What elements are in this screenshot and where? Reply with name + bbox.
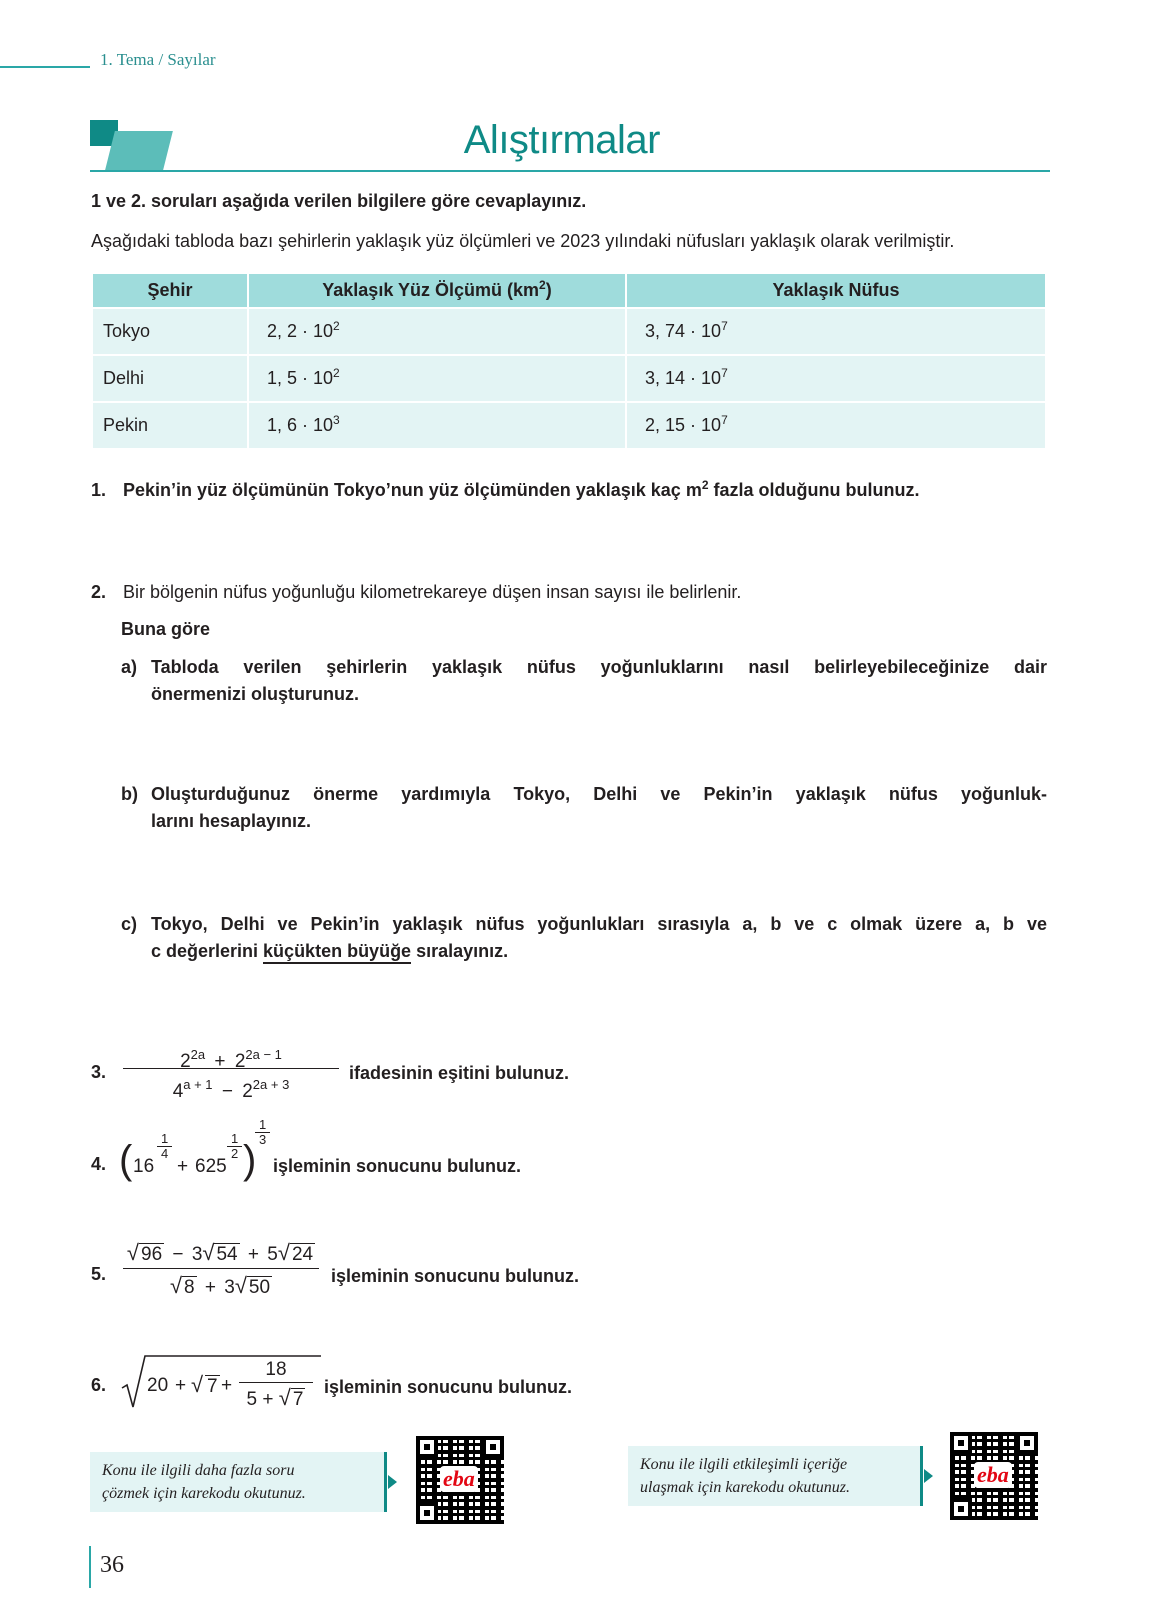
sub-c-label: c) (121, 914, 138, 934)
header-rule (0, 66, 90, 68)
fraction-denominator: $4^{a + 1} - 2^{2a + 3}$ (172, 1077, 290, 1102)
page-title: Alıştırmalar (463, 118, 660, 162)
exponent-fraction: $\frac{1}{2}$ (227, 1132, 242, 1161)
question-2-text: Bir bölgenin nüfus yoğunluğu kilometrekareye düşen insan sayısı ile belirlenir. (123, 582, 742, 602)
question-number: 5. (91, 1264, 107, 1284)
column-header-city: Şehir (93, 274, 247, 307)
sub-a-line2: önermenizi oluşturunuz. (151, 684, 360, 704)
sub-b-label: b) (121, 784, 138, 804)
question-5-text: işleminin sonucunu bulunuz. (331, 1266, 579, 1286)
inner-fraction: 18 5 + √ 7 (239, 1358, 313, 1411)
question-4: 4. ( 16 $\frac{1}{4}$ + 625 $\frac{1}{2}$ ) $\frac{1}{3}$ işleminin sonucunu bulunuz. (91, 1117, 521, 1182)
radical-fraction (123, 1236, 319, 1301)
radicand: 20 + √ 7 + 18 5 + √ 7 (147, 1358, 317, 1414)
question-number: 3. (91, 1062, 107, 1082)
cell-city: Tokyo (93, 309, 247, 354)
qr-info-box-left (90, 1452, 384, 1512)
sub-a-line1: Tabloda verilen şehirlerin yaklaşık nüfus yoğunluklarını nasıl belirleyebileceğinize dair (151, 657, 1047, 677)
question-number: 2. (91, 582, 107, 602)
column-header-area: Yaklaşık Yüz Ölçümü $(km^2)$ (249, 274, 625, 307)
table-row (93, 403, 1045, 448)
chapter-label: 1. Tema / Sayılar (100, 50, 216, 69)
outer-exponent-fraction: $\frac{1}{3}$ (255, 1118, 270, 1147)
right-paren: ) (243, 1138, 257, 1182)
question-2 (91, 579, 741, 605)
title-rule (90, 170, 1050, 172)
sub-a-label: a) (121, 657, 138, 677)
page-number: 36 (100, 1552, 124, 1578)
box-accent-bar (920, 1446, 923, 1506)
box-accent-bar (384, 1452, 387, 1512)
qr-info-text: çözmek için karekodu okutunuz. (102, 1485, 306, 1502)
cell-area: 1, $5 \cdot 10^2$ (249, 356, 625, 401)
arrow-right-icon (924, 1469, 933, 1483)
question-1: 1. Pekin’in yüz ölçümünün Tokyo’nun yüz ölçümünden yaklaşık kaç $m^2$ fazla olduğunu bulunuz. (91, 478, 920, 500)
instruction: 1 ve 2. soruları aşağıda verilen bilgilere göre cevaplayınız. (91, 191, 587, 211)
sub-c-line2: c değerlerini küçükten büyüğe sıralayınız. (151, 938, 508, 964)
question-number: 6. (91, 1375, 107, 1395)
qr-code-right[interactable] (950, 1432, 1038, 1520)
table-row (93, 309, 1045, 354)
cell-population: 2, $15 \cdot 10^7$ (627, 403, 1045, 448)
emphasis-underline: küçükten büyüğe (263, 941, 411, 964)
question-5 (91, 1236, 991, 1306)
question-number: 4. (91, 1154, 107, 1174)
eba-logo: eba (440, 1466, 478, 1492)
left-paren: ( (119, 1138, 133, 1182)
fraction-denominator: √ 8 + 3√ 50 (169, 1273, 271, 1298)
cell-area: 2, $2 \cdot 10^2$ (249, 309, 625, 354)
table-header-row (93, 274, 1045, 307)
arrow-right-icon (388, 1475, 397, 1489)
question-number: 1. (91, 480, 107, 500)
table-row (93, 356, 1045, 401)
question-6 (91, 1350, 991, 1420)
table-description: Aşağıdaki tabloda bazı şehirlerin yaklaşık yüz ölçümleri ve 2023 yılındaki nüfusları yaklaşık olarak verilmiştir. (91, 231, 955, 251)
qr-code-left[interactable] (416, 1436, 504, 1524)
fraction-numerator: √ 96 − 3√ 54 + 5√ 24 (126, 1240, 314, 1265)
question-2-lead: Buna göre (121, 619, 211, 639)
eba-logo: eba (974, 1462, 1012, 1488)
title-decoration-parallelogram (105, 131, 173, 170)
cell-population: 3, $74 \cdot 10^7$ (627, 309, 1045, 354)
qr-info-box-right (628, 1446, 920, 1506)
cell-city: Pekin (93, 403, 247, 448)
fraction-numerator: $2^{2a} + 2^{2a - 1}$ (180, 1047, 282, 1072)
column-header-population: Yaklaşık Nüfus (627, 274, 1045, 307)
question-6-text: işleminin sonucunu bulunuz. (324, 1377, 572, 1397)
qr-info-text: Konu ile ilgili daha fazla soru (102, 1462, 295, 1479)
cell-area: 1, $6 \cdot 10^3$ (249, 403, 625, 448)
cell-population: 3, $14 \cdot 10^7$ (627, 356, 1045, 401)
exponent-fraction: $\frac{1}{4}$ (157, 1132, 172, 1161)
cell-city: Delhi (93, 356, 247, 401)
fraction-expression (123, 1038, 339, 1102)
question-3-text: ifadesinin eşitini bulunuz. (349, 1063, 570, 1083)
question-3 (91, 1038, 991, 1108)
sub-b-line2: larını hesaplayınız. (151, 811, 312, 831)
question-4-text: işleminin sonucunu bulunuz. (273, 1156, 521, 1176)
qr-info-text: Konu ile ilgili etkileşimli içeriğe (640, 1456, 848, 1473)
page-number-rule (89, 1546, 91, 1588)
data-table (91, 272, 1047, 450)
sub-b-line1: Oluşturduğunuz önerme yardımıyla Tokyo, Delhi ve Pekin’in yaklaşık nüfus yoğunluk- (151, 784, 1047, 804)
qr-info-text: ulaşmak için karekodu okutunuz. (640, 1479, 851, 1496)
sub-c-line1: Tokyo, Delhi ve Pekin’in yaklaşık nüfus yoğunlukları sırasıyla a, b ve c olmak üzere a, b ve (151, 914, 1047, 934)
